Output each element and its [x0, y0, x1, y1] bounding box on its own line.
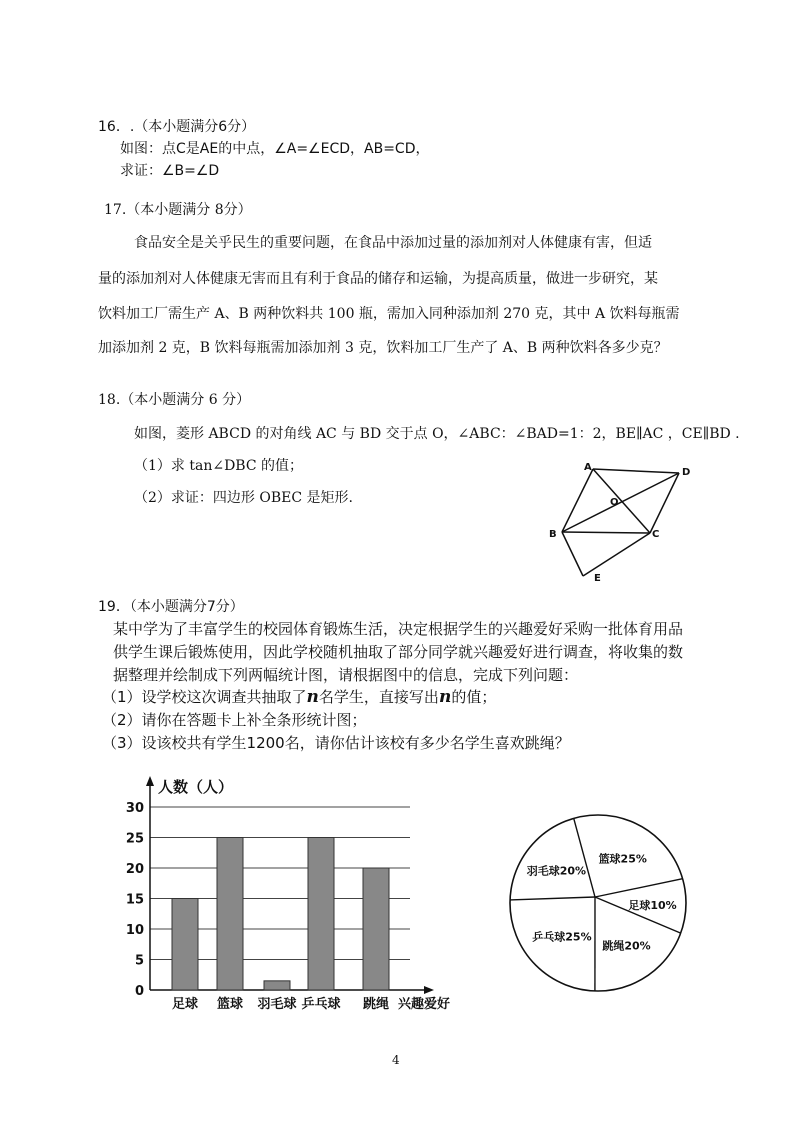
y-tick-label: 25 [125, 831, 144, 847]
bar [363, 868, 389, 990]
label-C: C [652, 529, 660, 540]
q19-part3: （3）设该校共有学生1200名，请你估计该校有多少名学生喜欢跳绳？ [102, 734, 570, 752]
y-axis-label: 人数（人） [158, 778, 234, 796]
q19-part1-c: 的值； [451, 688, 497, 706]
q19-line1: 某中学为了丰富学生的校园体育锻炼生活，决定根据学生的兴趣爱好采购一批体育用品 [113, 620, 684, 638]
q19-header: 19．（本小题满分7分） [98, 599, 244, 615]
x-axis-arrow [424, 986, 434, 994]
rhombus-figure [540, 458, 720, 588]
q17-line2: 量的添加剂对人体健康无害而且有利于食品的储存和运输，为提高质量，做进一步研究，某 [98, 271, 658, 287]
q17-header: 17.（本小题满分 8分） [104, 202, 252, 218]
y-axis-arrow [146, 776, 154, 786]
y-tick-label: 5 [134, 953, 144, 969]
q18-header: 18.（本小题满分 6 分） [98, 392, 251, 408]
q17-line3: 饮料加工厂需生产 A、B 两种饮料共 100 瓶，需加入同种添加剂 270 克，其中 A 饮料每瓶需 [98, 306, 680, 322]
pie-slice-label: 乒乓球25% [532, 930, 592, 944]
pie-slice-label: 跳绳20% [602, 939, 651, 953]
page-number: 4 [392, 1053, 400, 1067]
diagonal-AC [593, 469, 650, 533]
y-tick-label: 15 [125, 892, 144, 908]
pie-chart [500, 805, 700, 1005]
n-variable: n [306, 687, 319, 707]
q19-part1-a: （1）设学校这次调查共抽取了 [102, 688, 307, 706]
y-tick-label: 20 [125, 862, 144, 877]
n-variable-2: n [438, 687, 452, 707]
q18-line1: 如图，菱形 ABCD 的对角线 AC 与 BD 交于点 O，∠ABC：∠BAD=1：2，BE∥AC ，CE∥BD . [134, 426, 740, 442]
x-tick-label: 篮球 [216, 997, 244, 1012]
bar [264, 981, 290, 990]
q19-line3: 据整理并绘制成下列两幅统计图，请根据图中的信息，完成下列问题： [113, 666, 579, 684]
y-tick-label: 0 [134, 984, 144, 999]
label-E: E [594, 573, 601, 584]
diagonal-BD [562, 473, 679, 532]
q16-line2: 求证：∠B=∠D [120, 163, 220, 179]
q17-line1: 食品安全是关乎民生的重要问题，在食品中添加过量的添加剂对人体健康有害，但适 [134, 235, 652, 251]
pie-slice-label: 足球10% [628, 898, 677, 912]
q19-part1 [102, 689, 496, 706]
pie-slice-label: 篮球25% [598, 852, 647, 866]
bar [308, 838, 334, 991]
q18-part2: （2）求证：四边形 OBEC 是矩形. [134, 490, 353, 506]
edge-BE [562, 532, 583, 576]
label-B: B [549, 529, 557, 540]
q16-line1: 如图：点C是AE的中点，∠A=∠ECD，AB=CD， [120, 141, 430, 157]
label-O: O [610, 497, 619, 508]
x-tick-label: 乒乓球 [301, 997, 341, 1012]
x-tick-label: 羽毛球 [257, 997, 297, 1012]
edge-AB [562, 469, 593, 532]
x-tick-label: 足球 [171, 997, 199, 1012]
edge-BC [562, 532, 650, 533]
edge-CE [583, 533, 650, 576]
bar [217, 838, 243, 991]
label-D: D [682, 467, 691, 478]
edge-AD [593, 469, 679, 473]
q19-line2: 供学生课后锻炼使用，因此学校随机抽取了部分同学就兴趣爱好进行调查，将收集的数 [113, 643, 684, 661]
y-tick-label: 30 [125, 801, 144, 816]
x-axis-label: 兴趣爱好 [398, 997, 451, 1012]
q19-part2: （2）请你在答题卡上补全条形统计图； [102, 711, 367, 729]
q19-part1-b: 名学生，直接写出 [318, 688, 439, 706]
x-tick-label: 跳绳 [362, 997, 390, 1012]
edge-DC [650, 473, 679, 533]
bar-chart [110, 770, 470, 1015]
q17-line4: 加添加剂 2 克，B 饮料每瓶需加添加剂 3 克，饮料加工厂生产了 A、B 两种饮料各多少克？ [98, 340, 668, 356]
y-tick-label: 10 [125, 923, 144, 938]
pie-slice-label: 羽毛球20% [526, 864, 587, 878]
label-A: A [584, 462, 592, 473]
q18-part1: （1）求 tan∠DBC 的值； [134, 458, 304, 474]
bar [172, 899, 198, 991]
q16-header: 16．.（本小题满分6分） [98, 119, 256, 135]
